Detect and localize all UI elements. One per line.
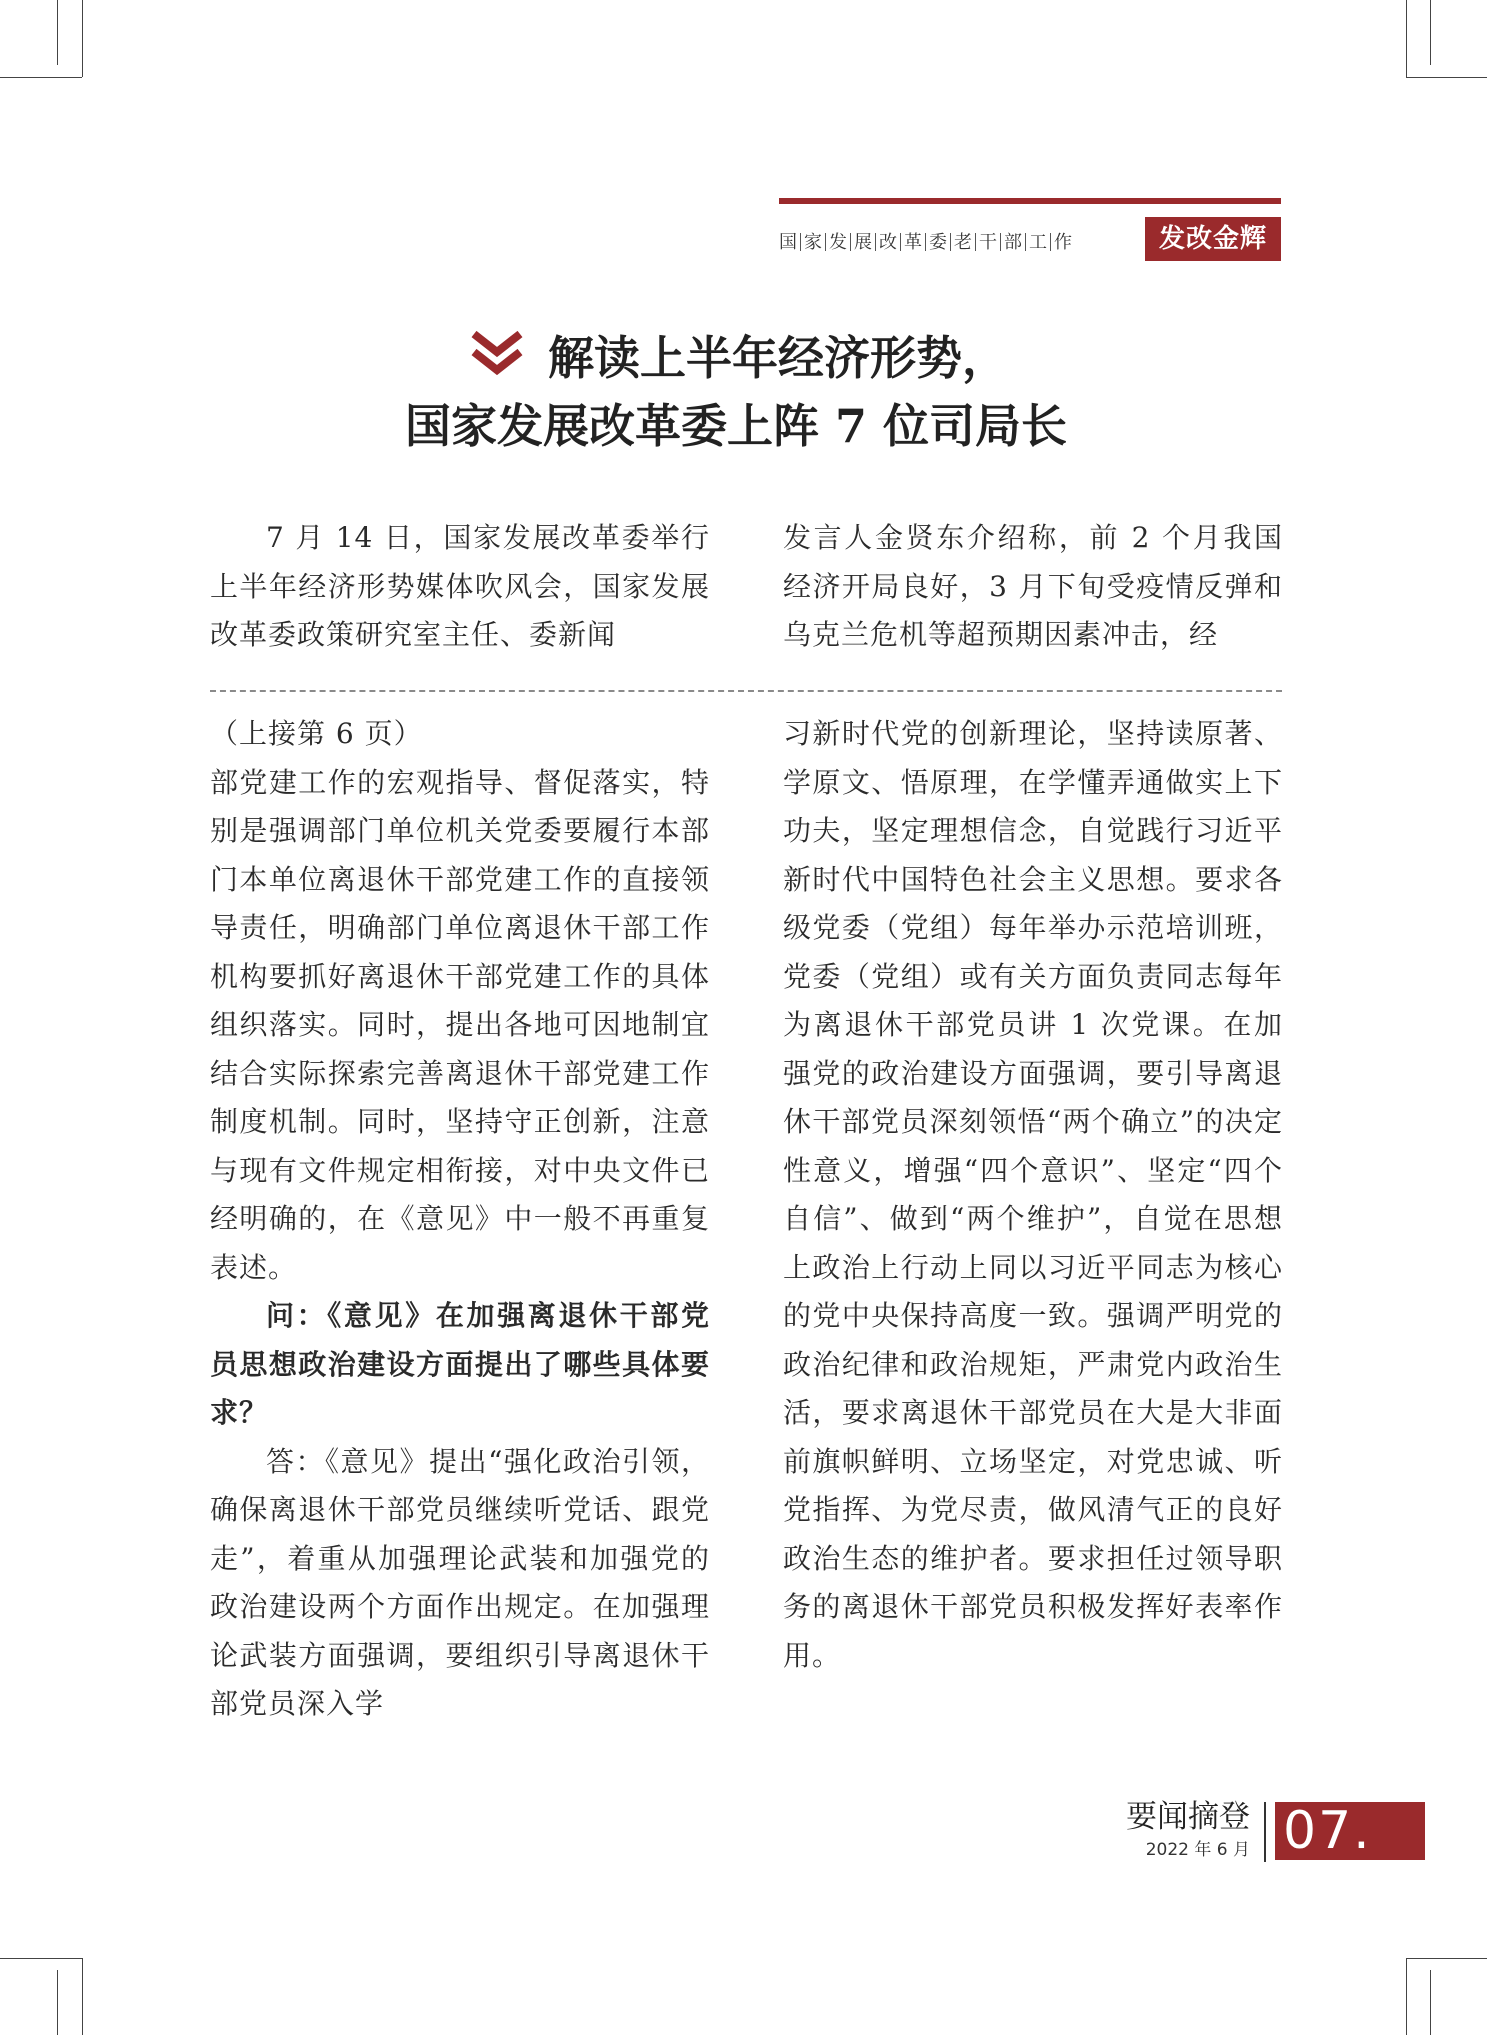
crop-mark — [1406, 77, 1487, 78]
page-number: 07. — [1275, 1802, 1425, 1860]
footer-section-name: 要闻摘登 — [1126, 1799, 1250, 1835]
header-char: 工 — [1029, 232, 1047, 253]
crop-mark — [82, 0, 83, 77]
paragraph: 发言人金贤东介绍称，前 2 个月我国经济开局良好，3 月下旬受疫情反弹和乌克兰危机等超预期因素冲击，经 — [783, 521, 1283, 651]
header-separator — [875, 233, 876, 251]
lower-left-column — [210, 710, 710, 1729]
paragraph: 部党建工作的宏观指导、督促落实，特别是强调部门单位机关党委要履行本部门本单位离退休干部党建工作的直接领导责任，明确部门单位离退休干部工作机构要抓好离退休干部党建工作的具体组织落实。同时，提出各地可因地制宜结合实际探索完善离退休干部党建工作制度机制。同时，坚持守正创新，注意与现有文件规定相衔接，对中央文件已经明确的，在《意见》中一般不再重复表述。 — [210, 765, 710, 1284]
header-char: 老 — [954, 232, 972, 253]
crop-mark — [57, 0, 58, 65]
header-section-label — [779, 228, 1072, 258]
header-separator — [975, 233, 976, 251]
article-title-line-2: 国家发展改革委上阵 7 位司局长 — [405, 399, 1068, 453]
header-separator — [1050, 233, 1051, 251]
header-accent-bar — [779, 198, 1281, 204]
crop-mark — [1430, 1970, 1431, 2035]
header-separator — [900, 233, 901, 251]
header-char: 革 — [904, 232, 922, 253]
upper-right-column — [783, 514, 1283, 660]
header-separator — [800, 233, 801, 251]
crop-mark — [1406, 1958, 1407, 2035]
crop-mark — [1406, 0, 1407, 77]
header-char: 国 — [779, 232, 797, 253]
crop-mark — [1430, 0, 1431, 65]
header-separator — [950, 233, 951, 251]
dashed-separator — [210, 690, 1282, 692]
crop-mark — [1406, 1958, 1487, 1959]
footer-date: 2022 年 6 月 — [1145, 1840, 1250, 1860]
header-separator — [1025, 233, 1026, 251]
header-char: 部 — [1004, 232, 1022, 253]
header-char: 改 — [879, 232, 897, 253]
paragraph: 7 月 14 日，国家发展改革委举行上半年经济形势媒体吹风会，国家发展改革委政策研究室主任、委新闻 — [210, 521, 710, 651]
header-separator — [925, 233, 926, 251]
crop-mark — [0, 1958, 82, 1959]
double-chevron-down-icon — [470, 330, 524, 376]
header-badge: 发改金辉 — [1145, 217, 1281, 261]
header-char: 展 — [854, 232, 872, 253]
crop-mark — [82, 1958, 83, 2035]
paragraph: 答：《意见》提出“强化政治引领，确保离退休干部党员继续听党话、跟党走”，着重从加强理论武装和加强党的政治建设两个方面作出规定。在加强理论武装方面强调，要组织引导离退休干部党员深入学 — [210, 1444, 710, 1720]
header-char: 作 — [1054, 232, 1072, 253]
paragraph: 习新时代党的创新理论，坚持读原著、学原文、悟原理，在学懂弄通做实上下功夫，坚定理想信念，自觉践行习近平新时代中国特色社会主义思想。要求各级党委（党组）每年举办示范培训班，党委（党组）或有关方面负责同志每年为离退休干部党员讲 1 次党课。在加强党的政治建设方面强调，要引导离退休干部党员深刻领悟“两个确立”的决定性意义，增强“四个意识”、坚定“四个自信”、做到“两个维护”，自觉在思想上政治上行动上同以习近平同志为核心的党中央保持高度一致。强调严明党的政治纪律和政治规矩，严肃党内政治生活，要求离退休干部党员在大是大非面前旗帜鲜明、立场坚定，对党忠诚、听党指挥、为党尽责，做风清气正的良好政治生态的维护者。要求担任过领导职务的离退休干部党员积极发挥好表率作用。 — [783, 717, 1283, 1672]
upper-left-column — [210, 514, 710, 660]
header-char: 发 — [829, 232, 847, 253]
crop-mark — [57, 1970, 58, 2035]
lower-right-column — [783, 710, 1283, 1680]
header-separator — [850, 233, 851, 251]
article-title-line-1: 解读上半年经济形势， — [548, 331, 1008, 385]
crop-mark — [0, 77, 82, 78]
header-char: 家 — [804, 232, 822, 253]
continued-note: （上接第 6 页） — [210, 717, 423, 750]
header-separator — [825, 233, 826, 251]
header-separator — [1000, 233, 1001, 251]
question-heading: 问：《意见》在加强离退休干部党员思想政治建设方面提出了哪些具体要求？ — [210, 1299, 710, 1429]
header-char: 委 — [929, 232, 947, 253]
footer-divider — [1264, 1802, 1266, 1862]
header-char: 干 — [979, 232, 997, 253]
